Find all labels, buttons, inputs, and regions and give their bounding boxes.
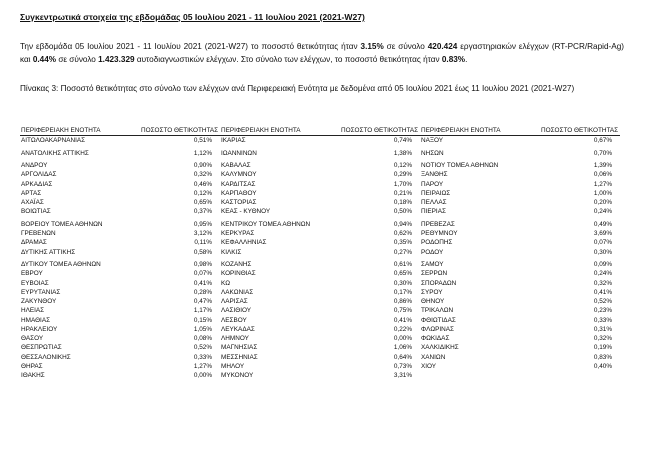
positivity-rate-cell: 0,65% [393, 270, 412, 278]
positivity-rate-cell: 0,50% [393, 208, 412, 216]
region-name-cell: ΓΡΕΒΕΝΩΝ [21, 230, 56, 237]
region-name-cell: ΘΕΣΣΑΛΟΝΙΚΗΣ [21, 353, 71, 361]
region-name-cell: ΚΙΛΚΙΣ [221, 248, 242, 256]
table-row [20, 362, 620, 371]
table-row [20, 306, 620, 315]
region-name-cell: ΑΝΑΤΟΛΙΚΗΣ ΑΤΤΙΚΗΣ [21, 149, 89, 157]
table-row [20, 248, 620, 257]
positivity-rate-cell: 0,90% [193, 162, 212, 169]
region-name-cell: ΚΕΝΤΡΙΚΟΥ ΤΟΜΕΑ ΑΘΗΝΩΝ [221, 220, 311, 228]
positivity-rate-cell: 0,27% [393, 248, 412, 256]
table-row [20, 149, 620, 158]
positivity-rate-cell: 0,61% [393, 261, 412, 268]
region-name-cell: ΤΡΙΚΑΛΩΝ [421, 307, 454, 315]
positivity-rate-cell: 0,12% [393, 162, 412, 169]
positivity-rate-cell: 1,12% [193, 149, 212, 157]
positivity-rate-cell: 0,52% [193, 344, 212, 352]
positivity-rate-cell: 0,19% [593, 344, 612, 352]
header-region-1: ΠΕΡΙΦΕΡΕΙΑΚΗ ΕΝΟΤΗΤΑ [20, 126, 140, 136]
table-row [20, 343, 620, 352]
positivity-rate-cell: 0,06% [593, 171, 612, 179]
region-name-cell: ΑΡΚΑΔΙΑΣ [21, 180, 53, 188]
region-name-cell: ΦΛΩΡΙΝΑΣ [421, 325, 455, 333]
positivity-rate-cell: 0,41% [593, 288, 612, 296]
positivity-rate-cell: 1,17% [193, 307, 212, 315]
region-name-cell: ΔΥΤΙΚΟΥ ΤΟΜΕΑ ΑΘΗΝΩΝ [21, 261, 101, 268]
positivity-rate-cell: 0,51% [193, 137, 212, 144]
table-row [20, 279, 620, 288]
region-name-cell: ΡΕΘΥΜΝΟΥ [421, 230, 458, 237]
region-name-cell: ΘΗΡΑΣ [21, 362, 43, 370]
positivity-rate-cell: 0,00% [393, 335, 412, 342]
region-name-cell: ΔΡΑΜΑΣ [21, 239, 47, 247]
region-name-cell: ΧΑΛΚΙΔΙΚΗΣ [421, 344, 459, 352]
positivity-rate-cell: 0,64% [393, 353, 412, 361]
region-name-cell: ΘΕΣΠΡΩΤΙΑΣ [21, 344, 62, 352]
region-name-cell: ΦΘΙΩΤΙΔΑΣ [421, 316, 456, 324]
region-name-cell: ΣΑΜΟΥ [421, 261, 444, 268]
region-name-cell: ΚΑΛΥΜΝΟΥ [221, 171, 257, 179]
header-rate-3: ΠΟΣΟΣΤΟ ΘΕΤΙΚΟΤΗΤΑΣ [541, 127, 619, 134]
region-name-cell: ΙΚΑΡΙΑΣ [221, 137, 246, 144]
positivity-rate-cell: 1,05% [193, 325, 212, 333]
table-caption: Πίνακας 3: Ποσοστό θετικότητας στο σύνολο των ελέγχων ανά Περιφερειακή Ενότητα με δεδομένα από 05 Ιουλίου 2021 έως 11 Ιουλίου 2021 (2021-W27) [20, 84, 575, 93]
positivity-table [20, 126, 620, 380]
positivity-rate-cell: 0,08% [193, 335, 212, 342]
region-name-cell: ΚΕΡΚΥΡΑΣ [221, 230, 255, 237]
positivity-rate-cell: 0,23% [593, 307, 612, 315]
positivity-rate-cell: 0,46% [193, 180, 212, 188]
region-name-cell: ΒΟΙΩΤΙΑΣ [21, 208, 51, 216]
positivity-rate-cell: 0,17% [393, 288, 412, 296]
region-name-cell: ΝΗΣΩΝ [421, 149, 444, 157]
lab-tests-total: 420.424 [427, 42, 458, 51]
region-name-cell: ΜΥΚΟΝΟΥ [221, 372, 254, 379]
region-name-cell: ΜΕΣΣΗΝΙΑΣ [221, 353, 258, 361]
table-header-row [20, 126, 620, 136]
region-name-cell: ΦΩΚΙΔΑΣ [421, 335, 450, 342]
positivity-rate-cell: 0,32% [193, 171, 212, 179]
positivity-rate-cell: 0,65% [193, 199, 212, 206]
region-name-cell: ΠΡΕΒΕΖΑΣ [421, 220, 455, 228]
positivity-rate-cell: 0,52% [593, 298, 612, 305]
positivity-rate-cell: 3,31% [393, 372, 412, 379]
positivity-rate-cell: 0,35% [393, 239, 412, 247]
region-name-cell: ΝΑΞΟΥ [421, 137, 444, 144]
region-name-cell: ΑΡΓΟΛΙΔΑΣ [21, 171, 57, 179]
region-name-cell: ΙΩΑΝΝΙΝΩΝ [221, 149, 257, 157]
positivity-rate-cell: 0,74% [393, 137, 412, 144]
positivity-rate-cell: 0,73% [393, 362, 412, 370]
region-name-cell: ΚΑΣΤΟΡΙΑΣ [221, 199, 257, 206]
region-name-cell: ΧΑΝΙΩΝ [421, 353, 446, 361]
positivity-rate-cell: 1,39% [593, 162, 612, 169]
table-row [20, 189, 620, 198]
region-name-cell: ΕΒΡΟΥ [21, 270, 43, 278]
positivity-rate-cell: 0,24% [593, 270, 612, 278]
positivity-rate-cell [540, 371, 620, 380]
region-name-cell: ΚΑΡΠΑΘΟΥ [221, 189, 257, 197]
positivity-rate-cell: 0,12% [193, 189, 212, 197]
positivity-rate-cell: 0,28% [193, 288, 212, 296]
positivity-rate-cell: 0,30% [393, 279, 412, 287]
region-name-cell: ΗΡΑΚΛΕΙΟΥ [21, 325, 58, 333]
region-name-cell: ΘΑΣΟΥ [21, 335, 44, 342]
overall-positivity-rate: 0.83% [441, 55, 466, 64]
table-row [20, 170, 620, 179]
positivity-rate-cell: 0,37% [193, 208, 212, 216]
summary-paragraph [20, 40, 624, 66]
region-name-cell: ΝΟΤΙΟΥ ΤΟΜΕΑ ΑΘΗΝΩΝ [421, 162, 499, 169]
region-name-cell: ΖΑΚΥΝΘΟΥ [21, 298, 57, 305]
region-name-cell: ΜΗΛΟΥ [221, 362, 245, 370]
summary-text-6: . [465, 55, 468, 64]
positivity-rate-cell: 0,30% [593, 248, 612, 256]
region-name-cell: ΒΟΡΕΙΟΥ ΤΟΜΕΑ ΑΘΗΝΩΝ [21, 220, 103, 228]
region-name-cell: ΚΩ [221, 279, 231, 287]
region-name-cell: ΛΑΡΙΣΑΣ [221, 298, 248, 305]
positivity-rate-cell: 0,58% [193, 248, 212, 256]
positivity-rate-cell: 0,11% [194, 239, 212, 247]
positivity-rate-cell: 0,09% [593, 261, 612, 268]
header-rate-2: ΠΟΣΟΣΤΟ ΘΕΤΙΚΟΤΗΤΑΣ [341, 127, 419, 134]
table-row [20, 238, 620, 247]
region-name-cell: ΣΠΟΡΑΔΩΝ [421, 279, 457, 287]
positivity-rate-cell: 0,67% [593, 137, 612, 144]
positivity-rate-cell: 0,86% [393, 298, 412, 305]
region-name-cell: ΛΑΣΙΘΙΟΥ [221, 307, 252, 315]
positivity-rate-cell: 1,00% [593, 189, 612, 197]
region-name-cell: ΠΙΕΡΙΑΣ [421, 208, 446, 216]
table-body [20, 136, 620, 381]
positivity-rate-cell: 0,32% [593, 335, 612, 342]
region-name-cell: ΡΟΔΟΠΗΣ [421, 239, 453, 247]
table-row [20, 334, 620, 343]
table-row [20, 180, 620, 189]
positivity-rate-cell: 0,41% [393, 316, 412, 324]
table-row [20, 269, 620, 278]
summary-text-5: αυτοδιαγνωστικών ελέγχων. Στο σύνολο των ελέγχων, το ποσοστό θετικότητας ήταν [134, 55, 442, 64]
positivity-rate-cell: 0,47% [193, 298, 212, 305]
positivity-rate-cell: 3,12% [193, 230, 212, 237]
positivity-rate-cell: 0,18% [393, 199, 412, 206]
positivity-rate-cell: 0,62% [393, 230, 412, 237]
region-name-cell: ΙΘΑΚΗΣ [21, 372, 45, 379]
positivity-rate-cell: 3,69% [593, 230, 612, 237]
table-row [20, 260, 620, 269]
region-name-cell: ΛΕΥΚΑΔΑΣ [221, 325, 255, 333]
region-name-cell: ΕΥΒΟΙΑΣ [21, 279, 49, 287]
summary-text-1: Την εβδομάδα 05 Ιουλίου 2021 - 11 Ιουλίου 2021 (2021-W27) το ποσοστό θετικότητας ήταν [20, 42, 361, 51]
region-name-cell: ΑΝΔΡΟΥ [21, 162, 48, 169]
page-title: Συγκεντρωτικά στοιχεία της εβδομάδας 05 Ιουλίου 2021 - 11 Ιουλίου 2021 (2021-W27) [20, 12, 365, 22]
region-name-cell: ΑΡΤΑΣ [21, 189, 42, 197]
positivity-rate-cell: 0,40% [593, 362, 612, 370]
header-rate-1: ΠΟΣΟΣΤΟ ΘΕΤΙΚΟΤΗΤΑΣ [141, 127, 219, 134]
region-name-cell: ΔΥΤΙΚΗΣ ΑΤΤΙΚΗΣ [21, 248, 76, 256]
positivity-rate-cell: 0,24% [593, 208, 612, 216]
table-row [20, 229, 620, 238]
positivity-rate-cell: 1,06% [393, 344, 412, 352]
region-name-cell: ΚΑΡΔΙΤΣΑΣ [221, 180, 256, 188]
region-name-cell: ΛΑΚΩΝΙΑΣ [221, 288, 254, 296]
positivity-rate-cell: 0,32% [593, 279, 612, 287]
table-row [20, 371, 620, 380]
positivity-rate-cell: 0,22% [393, 325, 412, 333]
region-name-cell: ΑΧΑΪΑΣ [21, 199, 44, 206]
header-region-2: ΠΕΡΙΦΕΡΕΙΑΚΗ ΕΝΟΤΗΤΑ [220, 126, 340, 136]
region-name-cell: ΡΟΔΟΥ [421, 248, 444, 256]
table-row [20, 161, 620, 170]
positivity-rate-cell: 0,29% [393, 171, 412, 179]
table-row [20, 316, 620, 325]
summary-text-2: σε σύνολο [383, 42, 428, 51]
positivity-rate-cell: 0,70% [593, 149, 612, 157]
region-name-cell: ΠΕΙΡΑΙΩΣ [421, 189, 451, 197]
region-name-cell: ΚΟΖΑΝΗΣ [221, 261, 252, 268]
positivity-rate-cell: 0,33% [193, 353, 212, 361]
region-name-cell: ΜΑΓΝΗΣΙΑΣ [221, 344, 258, 352]
region-name-cell: ΚΕΑΣ - ΚΥΘΝΟΥ [221, 208, 271, 216]
lab-positivity-rate: 3.15% [360, 42, 384, 51]
positivity-rate-cell: 0,15% [193, 316, 212, 324]
region-name-cell: ΚΑΒΑΛΑΣ [221, 162, 251, 169]
positivity-rate-cell: 0,00% [193, 372, 212, 379]
positivity-rate-cell: 0,20% [593, 199, 612, 206]
positivity-rate-cell: 0,75% [393, 307, 412, 315]
summary-text-4: σε σύνολο [56, 55, 99, 64]
positivity-rate-cell: 0,33% [593, 316, 612, 324]
positivity-rate-cell: 0,49% [593, 220, 612, 228]
positivity-rate-cell: 1,70% [393, 180, 412, 188]
positivity-rate-cell: 0,21% [393, 189, 412, 197]
region-name-cell: ΠΕΛΛΑΣ [421, 199, 447, 206]
positivity-rate-cell: 0,07% [193, 270, 212, 278]
region-name-cell: ΚΟΡΙΝΘΙΑΣ [221, 270, 256, 278]
table-row [20, 288, 620, 297]
table-row [20, 136, 620, 146]
table-row [20, 207, 620, 216]
region-name-cell: ΛΗΜΝΟΥ [221, 335, 249, 342]
self-tests-total: 1.423.329 [98, 55, 135, 64]
region-name-cell [420, 371, 540, 380]
positivity-rate-cell: 1,38% [393, 149, 412, 157]
table-row [20, 198, 620, 207]
region-name-cell: ΣΕΡΡΩΝ [421, 270, 448, 278]
region-name-cell: ΑΙΤΩΛΟΑΚΑΡΝΑΝΙΑΣ [21, 137, 86, 144]
positivity-rate-cell: 0,98% [193, 261, 212, 268]
table-row [20, 325, 620, 334]
positivity-rate-cell: 0,07% [593, 239, 612, 247]
table-row [20, 220, 620, 229]
region-name-cell: ΘΗΝΟΥ [421, 298, 445, 305]
region-name-cell: ΕΥΡΥΤΑΝΙΑΣ [21, 288, 61, 296]
positivity-rate-cell: 0,94% [393, 220, 412, 228]
region-name-cell: ΧΙΟΥ [421, 362, 437, 370]
header-region-3: ΠΕΡΙΦΕΡΕΙΑΚΗ ΕΝΟΤΗΤΑ [420, 126, 540, 136]
table-row [20, 297, 620, 306]
self-test-positivity-rate: 0.44% [32, 55, 57, 64]
positivity-rate-cell: 1,27% [593, 180, 612, 188]
region-name-cell: ΚΕΦΑΛΛΗΝΙΑΣ [221, 239, 267, 247]
region-name-cell: ΠΑΡΟΥ [421, 180, 444, 188]
positivity-rate-cell: 0,95% [193, 220, 212, 228]
region-name-cell: ΣΥΡΟΥ [421, 288, 443, 296]
positivity-rate-cell: 0,41% [193, 279, 212, 287]
table-row [20, 353, 620, 362]
region-name-cell: ΞΑΝΘΗΣ [421, 171, 448, 179]
summary-text-3: εργαστηριακών ελέγχων (RT-PCR/Rapid-Ag) και [20, 42, 625, 64]
positivity-rate-cell: 0,83% [593, 353, 612, 361]
positivity-rate-cell: 0,31% [593, 325, 612, 333]
positivity-rate-cell: 1,27% [193, 362, 212, 370]
region-name-cell: ΗΜΑΘΙΑΣ [21, 316, 51, 324]
region-name-cell: ΗΛΕΙΑΣ [21, 307, 45, 315]
region-name-cell: ΛΕΣΒΟΥ [221, 316, 247, 324]
